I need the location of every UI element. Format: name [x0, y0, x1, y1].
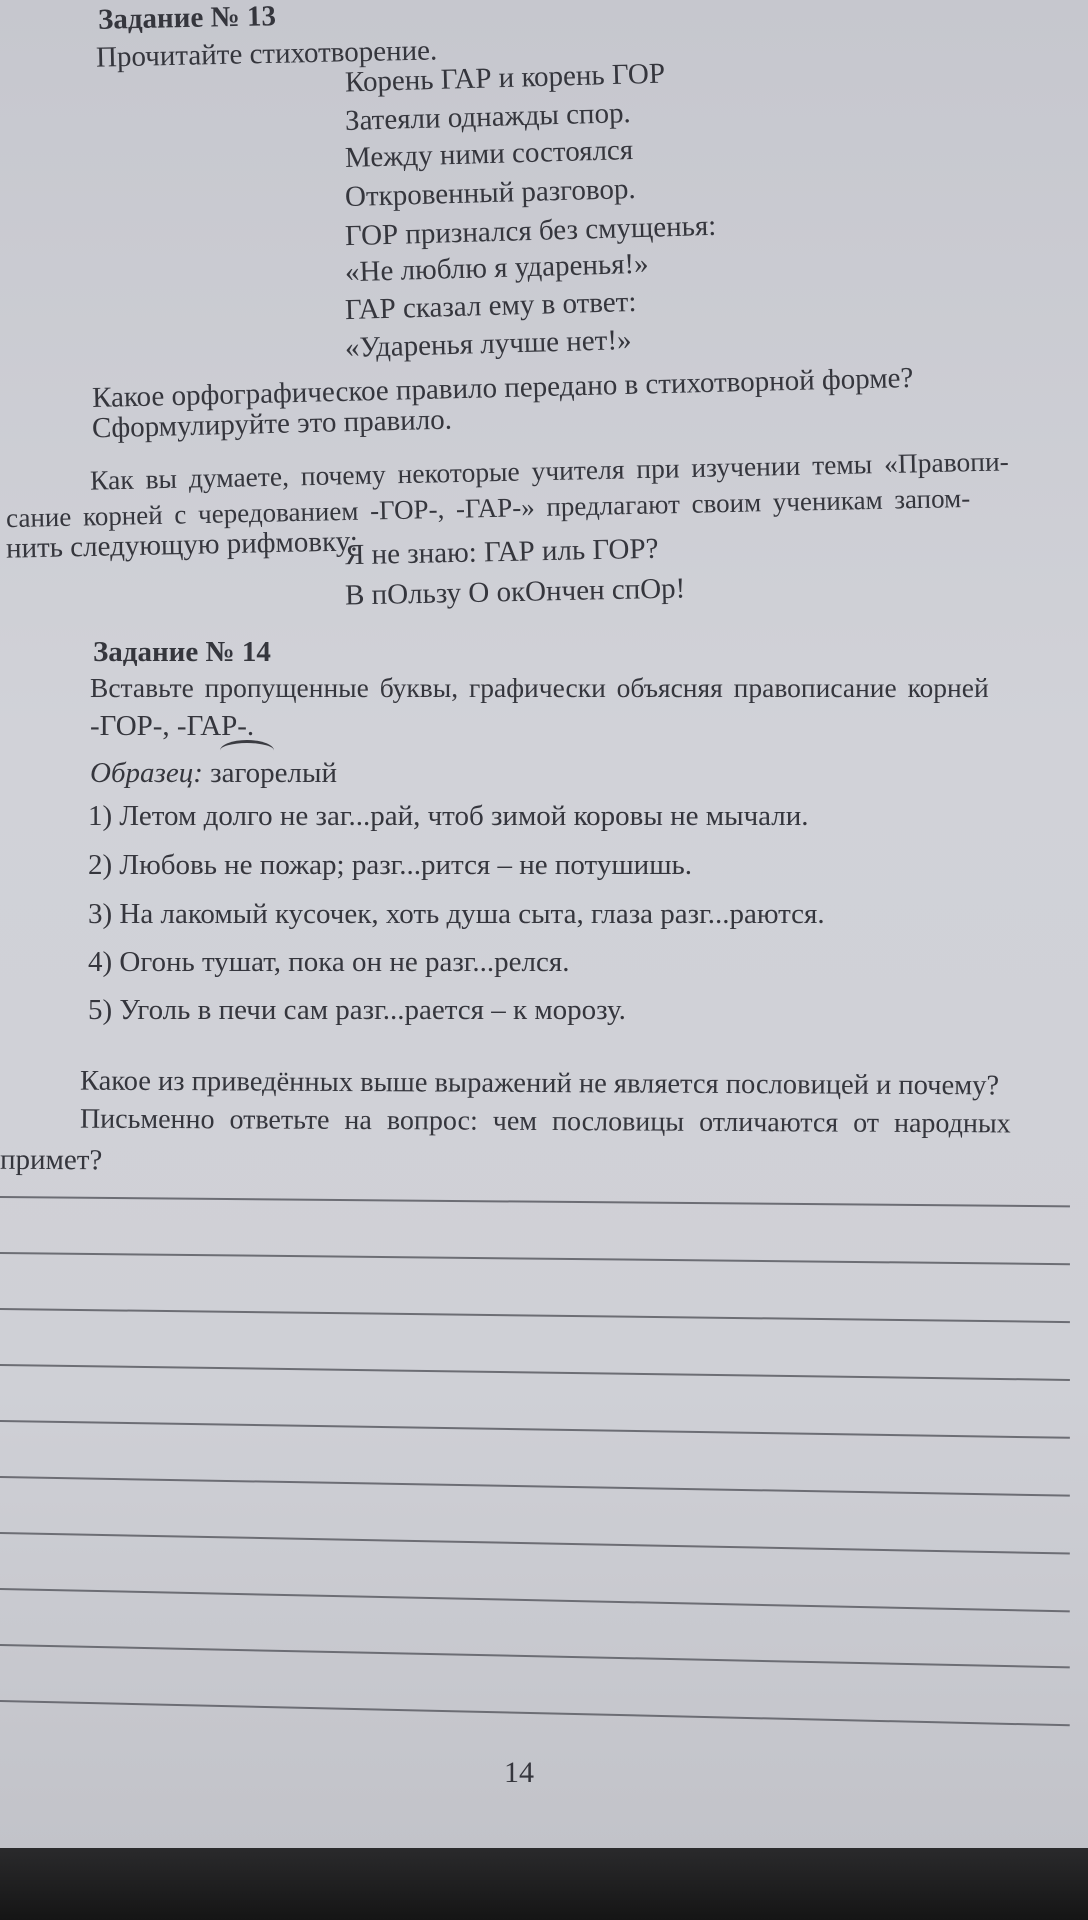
poem-line: Корень ГАР и корень ГОР [344, 57, 666, 99]
poem-line: «Ударенья лучше нет!» [344, 324, 632, 364]
task13-question2: Как вы думаете, почему некоторые учителя при изучении темы «Правопи- [89, 445, 1010, 496]
proverb-item: 1) Летом долго не заг...рай, чтоб зимой коровы не мычали. [88, 800, 809, 832]
answer-line[interactable] [0, 1308, 1070, 1323]
rhyme-line: В пОльзу О окОнчен спОр! [344, 572, 686, 612]
proverb-item: 3) На лакомый кусочек, хоть душа сыта, глаза разг...раются. [88, 898, 825, 930]
task14-heading: Задание № 14 [93, 636, 271, 668]
poem-line: Между ними состоялся [344, 133, 634, 175]
proverb-item: 2) Любовь не пожар; разг...рится – не потушишь. [88, 849, 693, 881]
task14-question2: Письменно ответьте на вопрос: чем пословицы отличаются от народных [79, 1103, 1011, 1140]
sample-label: Образец: [90, 757, 203, 789]
root-arc-mark [220, 740, 274, 761]
proverb-item: 4) Огонь тушат, пока он не разг...релся. [88, 946, 570, 978]
rhyme-line: Я не знаю: ГАР иль ГОР? [344, 532, 659, 572]
answer-line[interactable] [0, 1700, 1070, 1726]
answer-line[interactable] [0, 1252, 1070, 1265]
poem-line: Затеяли однажды спор. [344, 97, 632, 137]
task13-question2-cont: сание корней с чередованием -ГОР-, -ГАР-» предлагают своим ученикам запом- [5, 482, 971, 534]
task13-instruction: Прочитайте стихотворение. [95, 34, 438, 74]
answer-line[interactable] [0, 1644, 1070, 1668]
page-number: 14 [504, 1756, 534, 1789]
answer-line[interactable] [0, 1196, 1070, 1207]
sample-row [90, 757, 337, 790]
answer-line[interactable] [0, 1420, 1070, 1439]
sample-word: загорелый [210, 757, 337, 789]
task14-instruction: Вставьте пропущенные буквы, графически объясняя правописание корней [90, 672, 989, 703]
task13-question1-cont: Сформулируйте это правило. [91, 403, 453, 445]
answer-line[interactable] [0, 1532, 1070, 1555]
answer-line[interactable] [0, 1588, 1070, 1612]
task14-question2-cont: примет? [0, 1143, 103, 1177]
proverb-item: 5) Уголь в печи сам разг...рается – к морозу. [88, 994, 626, 1026]
poem-line: ГОР признался без смущенья: [344, 209, 717, 253]
answer-line[interactable] [0, 1476, 1070, 1497]
task13-heading: Задание № 13 [97, 0, 277, 36]
answer-line[interactable] [0, 1364, 1070, 1381]
task14-question1: Какое из приведённых выше выражений не является пословицей и почему? [79, 1065, 1000, 1102]
poem-line: Откровенный разговор. [344, 172, 637, 214]
photo-dark-edge [0, 1848, 1088, 1920]
task14-instruction-cont: -ГОР-, -ГАР-. [90, 710, 255, 742]
poem-line: «Не люблю я ударенья!» [344, 247, 649, 289]
task13-question1: Какое орфографическое правило передано в стихотворной форме? [91, 361, 914, 415]
task13-question2-cont: нить следующую рифмовку: [5, 525, 359, 565]
poem-line: ГАР сказал ему в ответ: [344, 285, 637, 327]
